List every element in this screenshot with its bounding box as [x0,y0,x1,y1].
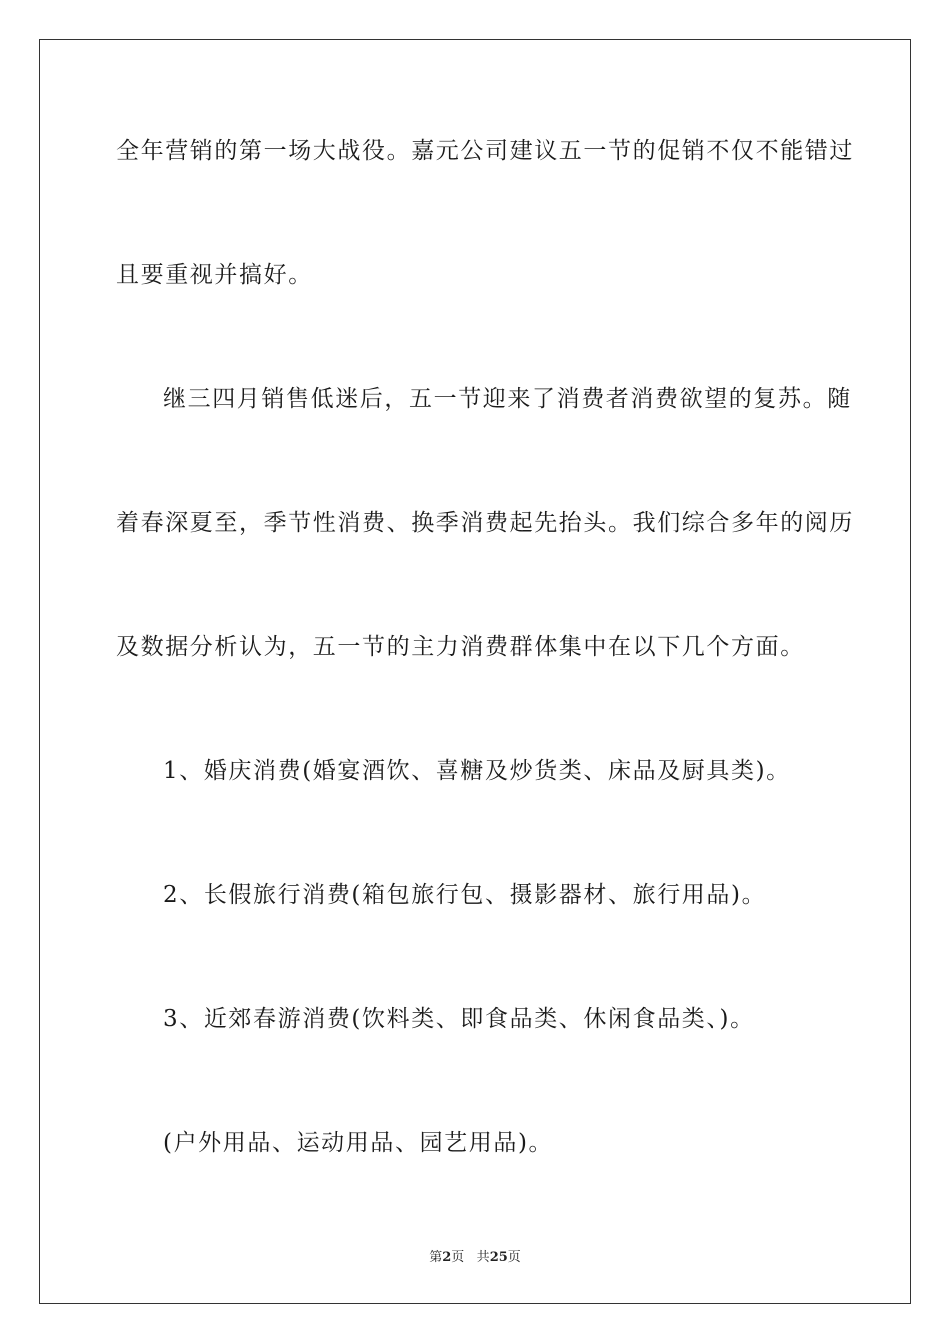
text-line-5: 及数据分析认为，五一节的主力消费群体集中在以下几个方面。 [116,634,805,660]
list-item-2: 2、长假旅行消费(箱包旅行包、摄影器材、旅行用品)。 [163,882,767,908]
total-pages: 25 [489,1250,508,1265]
page-prefix: 第 [429,1250,443,1265]
page-border [39,39,911,1304]
total-suffix: 页 [507,1250,521,1265]
page-footer [0,1246,950,1265]
list-item-continuation: (户外用品、运动用品、园艺用品)。 [163,1130,554,1156]
total-prefix: 共 [476,1250,490,1265]
text-line-1: 全年营销的第一场大战役。嘉元公司建议五一节的促销不仅不能错过 [116,138,854,164]
page-suffix: 页 [451,1250,465,1265]
list-item-1: 1、婚庆消费(婚宴酒饮、喜糖及炒货类、床品及厨具类)。 [163,758,791,784]
list-item-3: 3、近郊春游消费(饮料类、即食品类、休闲食品类、)。 [163,1006,755,1032]
text-line-2: 且要重视并搞好。 [116,262,313,288]
text-line-4: 着春深夏至，季节性消费、换季消费起先抬头。我们综合多年的阅历 [116,510,854,536]
text-line-3: 继三四月销售低迷后，五一节迎来了消费者消费欲望的复苏。随 [163,386,852,412]
page-number: 2 [442,1250,452,1265]
